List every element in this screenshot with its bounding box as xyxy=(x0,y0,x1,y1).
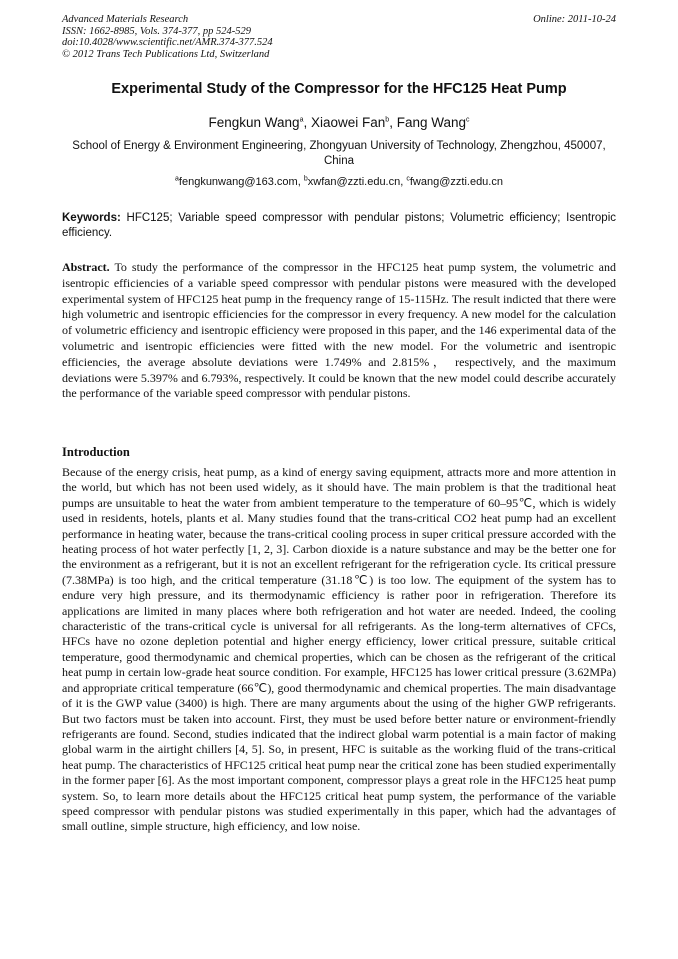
copyright-line: © 2012 Trans Tech Publications Ltd, Switzerland xyxy=(62,48,270,60)
email: $^c$fwang@zzti.edu.cn xyxy=(406,175,503,188)
issn-line: ISSN: 1662-8985, Vols. 374-377, pp 524-529 xyxy=(62,25,251,37)
email-list xyxy=(62,175,616,189)
introduction-paragraph: Because of the energy crisis, heat pump, as a kind of energy saving equipment, attracts more and more attention in the world, but which has not been used widely, as it should have. The main problem is that the traditional heat pumps are unsuitable to heat the water from ambient temperature to the temperature of 60–95℃, which is widely used in residents, hotels, plants et al. Many studies found that the trans-critical CO2 heat pump had an excellent performance in heating water, because the trans-critical cooling process in super critical pressure accorded with the heating process of hot water perfectly [1, 2, 3]. Carbon dioxide is a nature substance and may be the better one for the environment as a refrigerant, but it is not an excellent refrigerant for the refrigeration cycle. Its critical pressure (7.38MPa) is too high, and the critical temperature (31.18℃) is too low. The equipment of the system has to endure very high pressure, and its thermodynamic efficiency is rather poor in refrigeration. Therefore its applications are limited in many places where both refrigeration and hot water are needed. Indeed, the cooling characteristic of the trans-critical cycle is universal for all refrigerants. As the long-term alternatives of CFCs, HFCs have no ozone depletion potential and higher energy efficiency, lower critical pressure, suitable critical temperature, good thermodynamic and chemical properties, which can be chosen as the refrigerant of the critical heat pump in certain low-grade heat source condition. For example, HFC125 has lower critical pressure (3.62MPa) and appropriate critical temperature (66℃), good thermodynamic and chemical properties. The main disadvantage of it is the GWP value (3400) is high. There are many arguments about the using of the higher GWP refrigerants. But two factors must be taken into account. First, they must be used before better nature or environment-friendly refrigerants are found. Second, studies indicated that the indirect global warm potential is a main factor of making global warm in the airtight chillers [4, 5]. So, in present, HFC is suitable as the working fluid of the trans-critical heat pump. The characteristics of HFC125 critical heat pump near the critical zone has been studied experimentally in the former paper [6]. As the most important component, compressor plays a great role in the HFC125 heat pump system. So, to learn more details about the HFC125 critical heat pump system, the performance of the variable speed compressor with pendular pistons was studied experimentally in this paper, which had the advantages of small outline, simple structure, high efficiency, and low noise. xyxy=(62,465,616,834)
abstract-text: To study the performance of the compressor in the HFC125 heat pump system, the volumetric and isentropic efficiencies of a variable speed compressor with pendular pistons were measured with the developed experimental system of HFC125 heat pump in the frequency range of 15-115Hz. The result indicted that there were high volumetric and isentropic efficiencies for the compressor in every frequency. A new model for the calculation of volumetric efficiency and isentropic efficiency were proposed in this paper, and the 146 experimental data of the volumetric and isentropic efficiencies were fitted with the new model. For the volumetric and isentropic efficiencies, the average absolute deviations were 1.749% and 2.815%， respectively, and the maximum deviations were 5.397% and 6.793%, respectively. It could be known that the new model could describe accurately the performance of the variable speed compressor with pendular pistons. xyxy=(62,260,616,401)
keywords-text: HFC125; Variable speed compressor with pendular pistons; Volumetric efficiency; Isentropic efficiency. xyxy=(62,212,616,239)
author: Xiaowei Fan$^b$, xyxy=(310,115,397,130)
doi-line: doi:10.4028/www.scientific.net/AMR.374-377.524 xyxy=(62,37,273,48)
email: $^b$xwfan@zzti.edu.cn, xyxy=(303,175,407,188)
author-list xyxy=(62,114,616,131)
section-heading-introduction: Introduction xyxy=(62,445,130,459)
author: Fengkun Wang$^a$, xyxy=(208,115,311,130)
keywords-paragraph xyxy=(62,211,616,241)
journal-name: Advanced Materials Research xyxy=(62,14,189,25)
online-date: Online: 2011-10-24 xyxy=(533,14,616,25)
author: Fang Wang$^c$ xyxy=(396,115,470,130)
keywords-label: Keywords: xyxy=(62,212,121,224)
email: $^a$fengkunwang@163.com, xyxy=(175,175,304,188)
affiliation: School of Energy & Environment Engineering, Zhongyuan University of Technology, Zhengzhou, 450007, China xyxy=(72,140,606,167)
abstract-label: Abstract. xyxy=(62,260,110,274)
paper-title: Experimental Study of the Compressor for the HFC125 Heat Pump xyxy=(111,81,567,97)
journal-header xyxy=(62,14,616,60)
abstract-paragraph xyxy=(62,260,616,402)
